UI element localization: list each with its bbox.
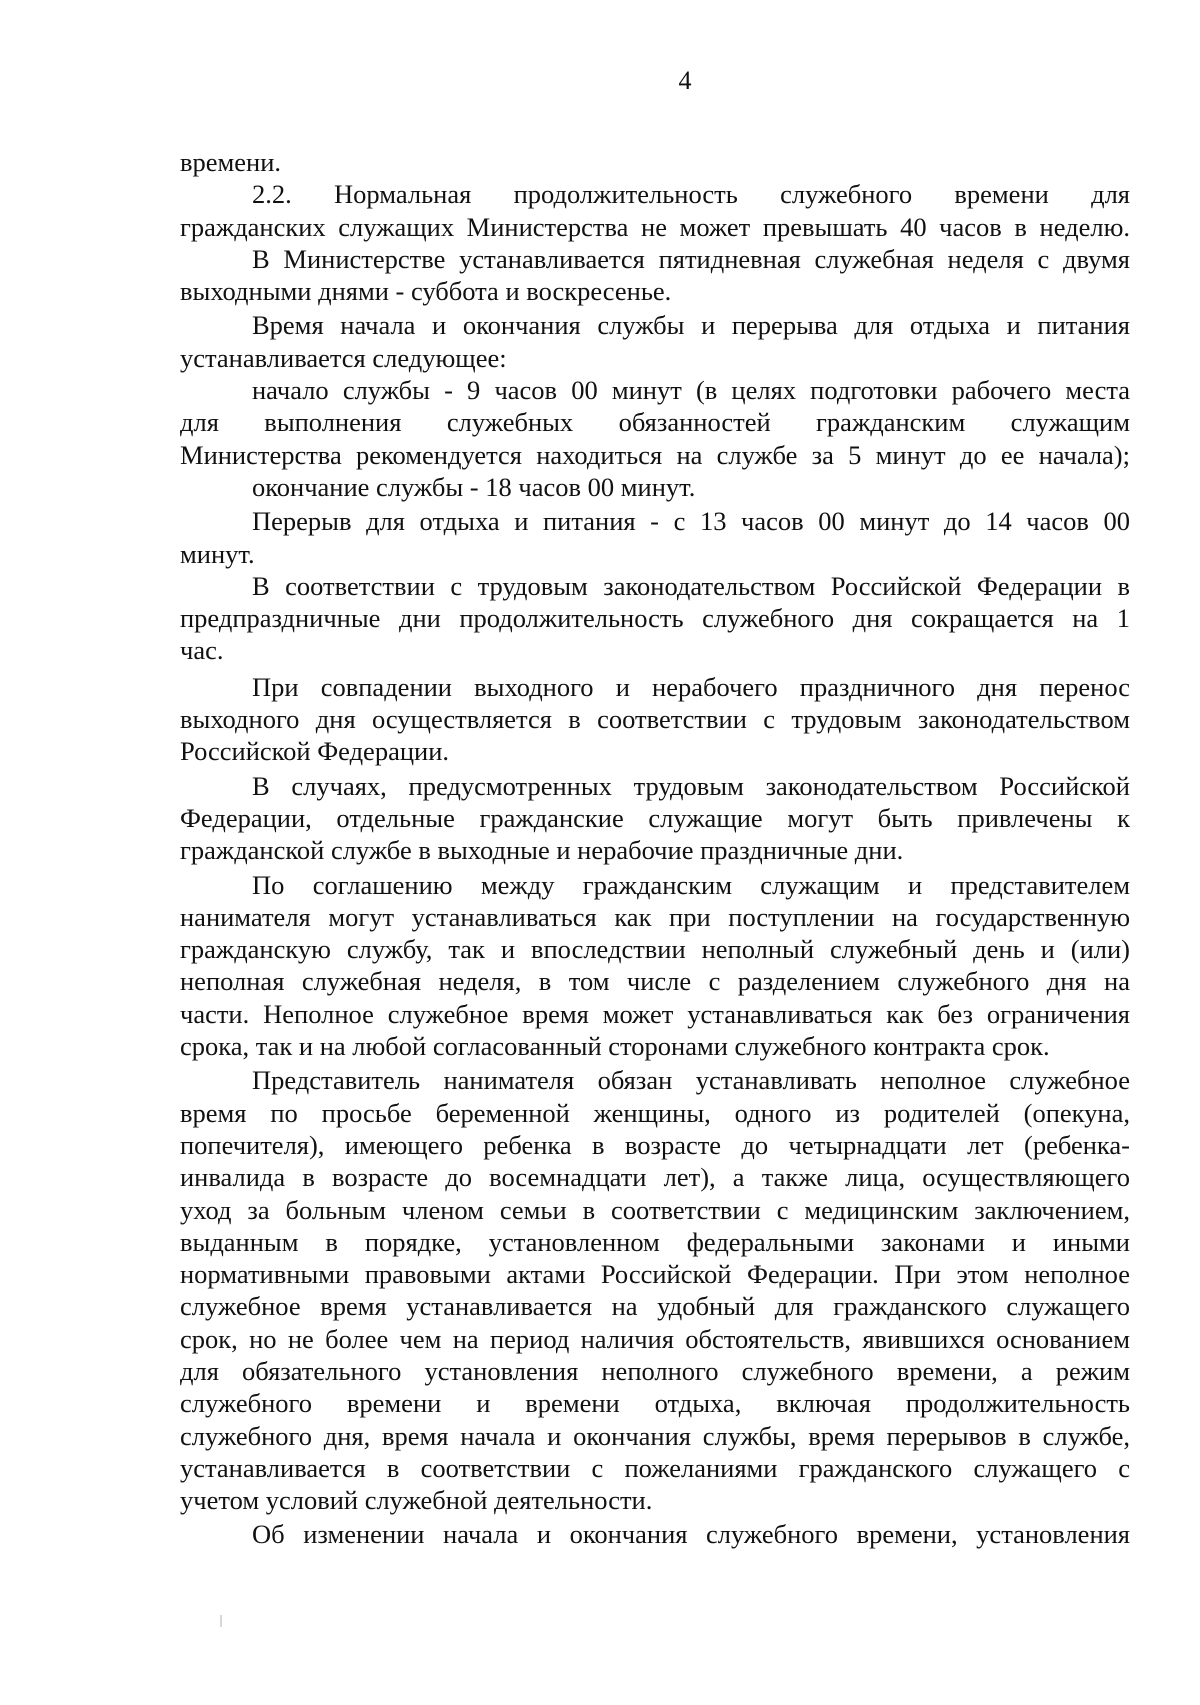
text-line: Федерации, отдельные гражданские служащие могут быть привлечены к	[180, 802, 1130, 833]
text-line: нормативными правовыми актами Российской Федерации. При этом неполное	[180, 1259, 1130, 1290]
text-line: Перерыв для отдыха и питания - с 13 часов 00 минут до 14 часов 00	[252, 506, 1130, 537]
text-line: По соглашению между гражданским служащим и представителем	[252, 869, 1130, 900]
text-line: выходного дня осуществляется в соответствии с трудовым законодательством	[180, 704, 1130, 735]
text-line: гражданскую службу, так и впоследствии неполный служебный день и (или)	[180, 934, 1130, 965]
document-body	[180, 146, 1130, 1551]
text-line: устанавливается следующее:	[180, 342, 507, 373]
text-line: Время начала и окончания службы и перерыва для отдыха и питания	[252, 310, 1130, 341]
text-line: срок, но не более чем на период наличия обстоятельств, явившихся основанием	[180, 1323, 1130, 1354]
scan-speck	[220, 1615, 222, 1627]
text-line: устанавливается в соответствии с пожеланиями гражданского служащего с	[180, 1452, 1130, 1483]
text-line: В соответствии с трудовым законодательством Российской Федерации в	[252, 570, 1130, 601]
page-number: 4	[678, 66, 692, 95]
text-line: 2.2. Нормальная продолжительность служебного времени для	[252, 179, 1130, 210]
text-line: служебное время устанавливается на удобный для гражданского служащего	[180, 1291, 1130, 1322]
text-line: Представитель нанимателя обязан устанавливать неполное служебное	[252, 1065, 1130, 1096]
text-line: инвалида в возрасте до восемнадцати лет), а также лица, осуществляющего	[180, 1162, 1130, 1193]
text-line: окончание службы - 18 часов 00 минут.	[252, 471, 696, 502]
text-line: части. Неполное служебное время может устанавливаться как без ограничения	[180, 998, 1130, 1029]
text-line: служебного времени и времени отдыха, включая продолжительность	[180, 1388, 1130, 1419]
text-line: начало службы - 9 часов 00 минут (в целях подготовки рабочего места	[252, 375, 1130, 406]
text-line: время по просьбе беременной женщины, одного из родителей (опекуна,	[180, 1097, 1130, 1128]
text-line: уход за больным членом семьи в соответствии с медицинским заключением,	[180, 1194, 1130, 1225]
text-line: гражданской службе в выходные и нерабочие праздничные дни.	[180, 835, 904, 866]
text-line: Российской Федерации.	[180, 736, 449, 767]
text-line: При совпадении выходного и нерабочего праздничного дня перенос	[252, 671, 1130, 702]
text-line: минут.	[180, 538, 255, 569]
text-line: времени.	[180, 147, 282, 177]
text-line: выходными днями - суббота и воскресенье.	[180, 276, 672, 307]
text-line: Министерства рекомендуется находиться на службе за 5 минут до ее начала);	[180, 439, 1130, 470]
text-line: гражданских служащих Министерства не может превышать 40 часов в неделю.	[180, 211, 1130, 242]
text-line: предпраздничные дни продолжительность служебного дня сокращается на 1	[180, 603, 1130, 634]
text-line: учетом условий служебной деятельности.	[180, 1485, 653, 1516]
text-line: служебного дня, время начала и окончания службы, время перерывов в службе,	[180, 1420, 1130, 1451]
text-line: для обязательного установления неполного служебного времени, а режим	[180, 1355, 1130, 1386]
text-line: для выполнения служебных обязанностей гражданским служащим	[180, 407, 1130, 438]
text-line: В Министерстве устанавливается пятидневная служебная неделя с двумя	[252, 243, 1130, 274]
text-line: срока, так и на любой согласованный сторонами служебного контракта срок.	[180, 1031, 1050, 1062]
text-line: неполная служебная неделя, в том числе с разделением служебного дня на	[180, 966, 1130, 997]
text-line: час.	[180, 635, 224, 666]
text-line: Об изменении начала и окончания служебного времени, установления	[252, 1519, 1130, 1550]
text-line: нанимателя могут устанавливаться как при поступлении на государственную	[180, 901, 1130, 932]
text-line: В случаях, предусмотренных трудовым законодательством Российской	[252, 770, 1130, 801]
text-line: попечителя), имеющего ребенка в возрасте до четырнадцати лет (ребенка-	[180, 1129, 1130, 1160]
text-line: выданным в порядке, установленном федеральными законами и иными	[180, 1226, 1130, 1257]
